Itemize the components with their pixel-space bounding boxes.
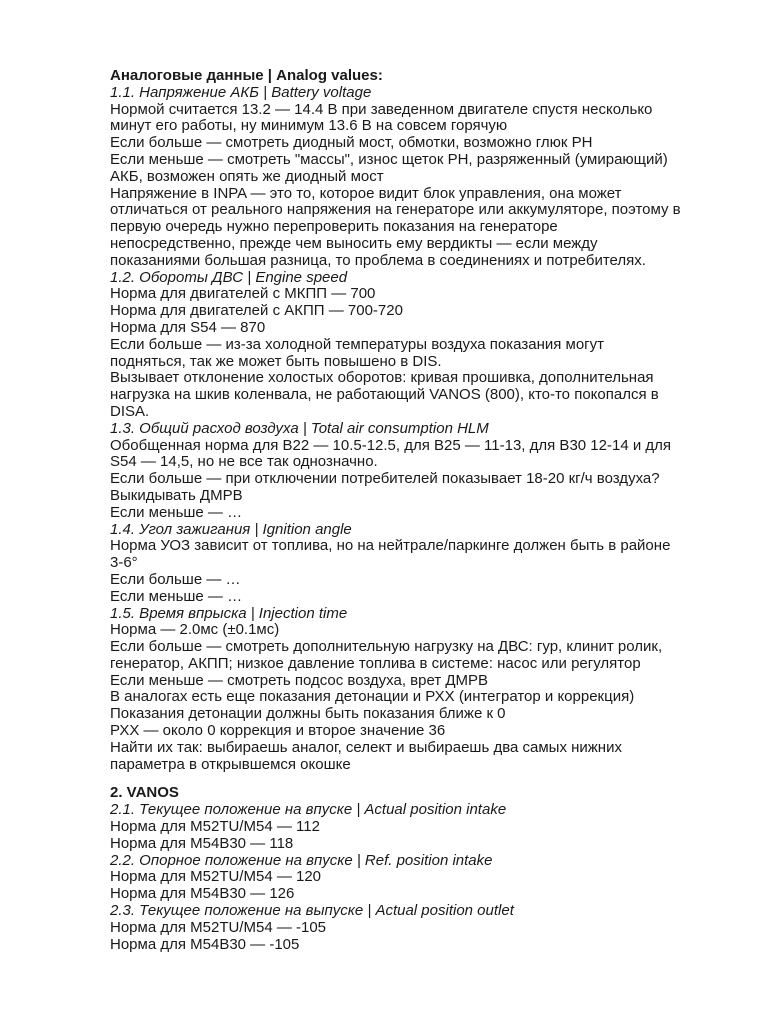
subsection-heading: 2.1. Текущее положение на впуске | Actual position intake — [110, 801, 507, 819]
text-line: Норма — 2.0мс (±0.1мс) — [110, 621, 280, 639]
subsection-heading: 1.2. Обороты ДВС | Engine speed — [110, 268, 348, 286]
text-line: нагрузка на шкив коленвала, не работающий VANOS (800), кто-то покопался в — [110, 386, 659, 404]
text-line: Обобщенная норма для B22 — 10.5-12.5, для B25 — 11-13, для B30 12-14 и для — [110, 436, 671, 454]
text-line: 3-6° — [110, 554, 138, 572]
text-line: РХХ — около 0 коррекция и второе значение 36 — [110, 722, 446, 740]
text-line: Если меньше — … — [110, 587, 243, 605]
text-line: Норма для M52TU/M54 — -105 — [110, 918, 327, 936]
document-body — [110, 68, 720, 953]
text-line: показаниями большая разница, то проблема в соединениях и потребителях. — [110, 251, 646, 269]
text-line: АКБ, возможен опять же диодный мост — [110, 167, 384, 185]
text-line: Если меньше — смотреть "массы", износ щеток РН, разряженный (умирающий) — [110, 150, 668, 168]
text-line: первую очередь нужно перепроверить показания на генераторе — [110, 218, 558, 236]
text-line: подняться, так же может быть повышено в DIS. — [110, 352, 442, 370]
subsection-heading: 1.5. Время впрыска | Injection time — [110, 604, 348, 622]
text-line: Норма для двигателей с АКПП — 700-720 — [110, 302, 403, 320]
text-line: Показания детонации должны быть показания ближе к 0 — [110, 705, 506, 723]
text-line: непосредственно, прежде чем выносить ему вердикты — если между — [110, 234, 598, 252]
text-line: Если больше — из-за холодной температуры воздуха показания могут — [110, 335, 605, 353]
text-line: S54 — 14,5, но не все так однозначно. — [110, 453, 378, 471]
text-line: Если больше — при отключении потребителей показывает 18-20 кг/ч воздуха? — [110, 470, 660, 488]
text-line: Если больше — смотреть диодный мост, обмотки, возможно глюк РН — [110, 134, 593, 152]
text-line: Норма для M54B30 — 126 — [110, 885, 295, 903]
text-line: параметра в открывшемся окошке — [110, 755, 351, 773]
section-spacer — [110, 773, 720, 785]
text-line: Вызывает отклонение холостых оборотов: кривая прошивка, дополнительная — [110, 369, 654, 387]
subsection-heading: 2.2. Опорное положение на впуске | Ref. position intake — [110, 851, 493, 869]
subsection-heading: 1.1. Напряжение АКБ | Battery voltage — [110, 83, 372, 101]
text-line: Выкидывать ДМРВ — [110, 486, 243, 504]
subsection-heading: 1.3. Общий расход воздуха | Total air consumption HLM — [110, 419, 489, 437]
text-line: Если больше — … — [110, 570, 241, 588]
text-line: Норма для M54B30 — 118 — [110, 834, 294, 852]
text-line: Норма УОЗ зависит от топлива, но на нейтрале/паркинге должен быть в районе — [110, 537, 671, 555]
text-line: Если больше — смотреть дополнительную нагрузку на ДВС: гур, клинит ролик, — [110, 638, 663, 656]
subsection-heading: 2.3. Текущее положение на выпуске | Actual position outlet — [110, 902, 514, 920]
subsection-heading: 1.4. Угол зажигания | Ignition angle — [110, 520, 352, 538]
text-line: В аналогах есть еще показания детонации и РХХ (интегратор и коррекция) — [110, 688, 635, 706]
text-line: Нормой считается 13.2 — 14.4 В при заведенном двигателе спустя несколько — [110, 100, 653, 118]
text-line: Норма для M52TU/M54 — 120 — [110, 868, 322, 886]
text-line: Найти их так: выбираешь аналог, селект и выбираешь два самых нижних — [110, 738, 622, 756]
text-line: отличаться от реального напряжения на генераторе или аккумуляторе, поэтому в — [110, 201, 681, 219]
text-line: минут его работы, ну минимум 13.6 В на совсем горячую — [110, 117, 508, 135]
text-line: Норма для M54B30 — -105 — [110, 935, 300, 953]
text-line: Если меньше — смотреть подсос воздуха, врет ДМРВ — [110, 671, 489, 689]
text-line: Норма для двигателей с МКПП — 700 — [110, 285, 376, 303]
section-heading: Аналоговые данные | Analog values: — [110, 67, 383, 84]
text-line: DISA. — [110, 402, 150, 420]
text-line: Норма для M52TU/M54 — 112 — [110, 818, 320, 836]
text-line: генератор, АКПП; низкое давление топлива в системе: насос или регулятор — [110, 654, 641, 672]
section-heading: 2. VANOS — [110, 784, 179, 802]
text-line: Норма для S54 — 870 — [110, 318, 266, 336]
text-line: Если меньше — … — [110, 503, 243, 521]
text-line: Напряжение в INPA — это то, которое видит блок управления, она может — [110, 184, 622, 202]
